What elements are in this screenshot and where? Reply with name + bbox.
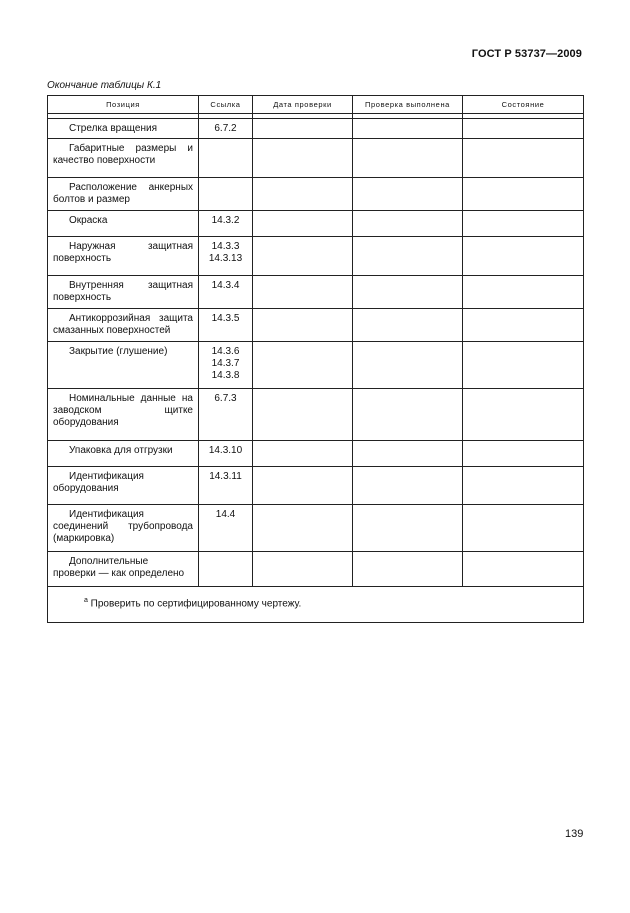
cell-reference <box>199 342 253 389</box>
cell-position: Расположение анкерных болтов и размер <box>48 178 199 211</box>
cell-status <box>463 389 584 441</box>
cell-check-done <box>353 441 463 467</box>
cell-check-date <box>253 441 353 467</box>
cell-check-done <box>353 309 463 342</box>
cell-check-date <box>253 178 353 211</box>
cell-status <box>463 211 584 237</box>
reference-value: 14.3.2 <box>211 215 240 226</box>
reference-value: 14.3.7 <box>211 358 240 369</box>
cell-check-date <box>253 552 353 587</box>
reference-value: 6.7.3 <box>214 393 237 404</box>
cell-status <box>463 467 584 505</box>
reference-value: 14.3.3 <box>211 241 240 252</box>
cell-position: Стрелка вращения <box>48 119 199 139</box>
cell-status <box>463 276 584 309</box>
reference-value: 14.3.11 <box>209 471 242 482</box>
cell-check-done <box>353 139 463 178</box>
cell-position: Закрытие (глушение) <box>48 342 199 389</box>
cell-check-done <box>353 389 463 441</box>
footnote-row <box>48 587 584 623</box>
reference-value: 14.4 <box>215 509 236 520</box>
table-row <box>48 139 584 178</box>
table-row <box>48 389 584 441</box>
table-header-row <box>48 96 584 114</box>
cell-reference <box>199 139 253 178</box>
cell-status <box>463 119 584 139</box>
col-header-check-done: Проверка выполнена <box>353 96 463 114</box>
cell-check-date <box>253 139 353 178</box>
reference-value: 14.3.10 <box>208 445 243 456</box>
col-header-reference: Ссылка <box>199 96 253 114</box>
table-row <box>48 342 584 389</box>
cell-position: Габаритные размеры и качество поверхности <box>48 139 199 178</box>
table-row <box>48 552 584 587</box>
table-row <box>48 237 584 276</box>
cell-check-date <box>253 211 353 237</box>
cell-reference <box>199 467 253 505</box>
cell-position: Упаковка для отгрузки <box>48 441 199 467</box>
cell-check-done <box>353 119 463 139</box>
table-row <box>48 276 584 309</box>
page-number: 139 <box>565 828 584 840</box>
cell-status <box>463 178 584 211</box>
reference-value: 14.3.6 <box>211 346 240 357</box>
cell-check-date <box>253 237 353 276</box>
table-row <box>48 441 584 467</box>
footnote <box>48 587 584 623</box>
reference-value: 14.3.5 <box>211 313 240 324</box>
cell-position: Внутренняя защитная поверхность <box>48 276 199 309</box>
document-code: ГОСТ Р 53737—2009 <box>471 48 582 60</box>
cell-position: Идентификация оборудования <box>48 467 199 505</box>
col-header-position: Позиция <box>48 96 199 114</box>
cell-check-done <box>353 342 463 389</box>
cell-status <box>463 309 584 342</box>
table-row <box>48 505 584 552</box>
cell-reference <box>199 237 253 276</box>
cell-reference <box>199 276 253 309</box>
reference-value: 6.7.2 <box>214 123 237 134</box>
cell-check-done <box>353 552 463 587</box>
inspection-table <box>47 95 584 623</box>
cell-check-done <box>353 237 463 276</box>
cell-status <box>463 505 584 552</box>
cell-status <box>463 237 584 276</box>
table-body <box>48 114 584 587</box>
cell-status <box>463 342 584 389</box>
cell-status <box>463 139 584 178</box>
cell-check-done <box>353 178 463 211</box>
cell-check-date <box>253 389 353 441</box>
cell-check-date <box>253 467 353 505</box>
cell-check-done <box>353 505 463 552</box>
footnote-mark: а <box>84 597 88 604</box>
cell-reference <box>199 505 253 552</box>
col-header-check-date: Дата проверки <box>253 96 353 114</box>
cell-reference <box>199 119 253 139</box>
table-row <box>48 211 584 237</box>
cell-check-date <box>253 505 353 552</box>
cell-check-done <box>353 276 463 309</box>
cell-position: Наружная защитная поверхность <box>48 237 199 276</box>
cell-reference <box>199 389 253 441</box>
reference-value: 14.3.13 <box>208 253 243 264</box>
cell-position: Антикоррозийная защита смазанных поверхностей <box>48 309 199 342</box>
cell-reference <box>199 178 253 211</box>
cell-reference <box>199 211 253 237</box>
table-row <box>48 309 584 342</box>
cell-check-date <box>253 342 353 389</box>
reference-value: 14.3.8 <box>211 370 240 381</box>
cell-position: Номинальные данные на заводском щитке оборудования <box>48 389 199 441</box>
cell-position: Дополнительные проверки — как определено <box>48 552 199 587</box>
cell-reference <box>199 309 253 342</box>
cell-check-date <box>253 119 353 139</box>
cell-check-date <box>253 276 353 309</box>
reference-value: 14.3.4 <box>211 280 240 291</box>
cell-position: Окраска <box>48 211 199 237</box>
cell-reference <box>199 552 253 587</box>
cell-check-done <box>353 211 463 237</box>
table-row <box>48 119 584 139</box>
cell-position: Идентификация соединений трубопровода (маркировка) <box>48 505 199 552</box>
cell-reference <box>199 441 253 467</box>
table-caption: Окончание таблицы К.1 <box>47 80 162 91</box>
table-row <box>48 178 584 211</box>
footnote-text: Проверить по сертифицированному чертежу. <box>87 598 302 610</box>
cell-status <box>463 552 584 587</box>
col-header-status: Состояние <box>463 96 584 114</box>
cell-status <box>463 441 584 467</box>
table-row <box>48 467 584 505</box>
cell-check-done <box>353 467 463 505</box>
cell-check-date <box>253 309 353 342</box>
